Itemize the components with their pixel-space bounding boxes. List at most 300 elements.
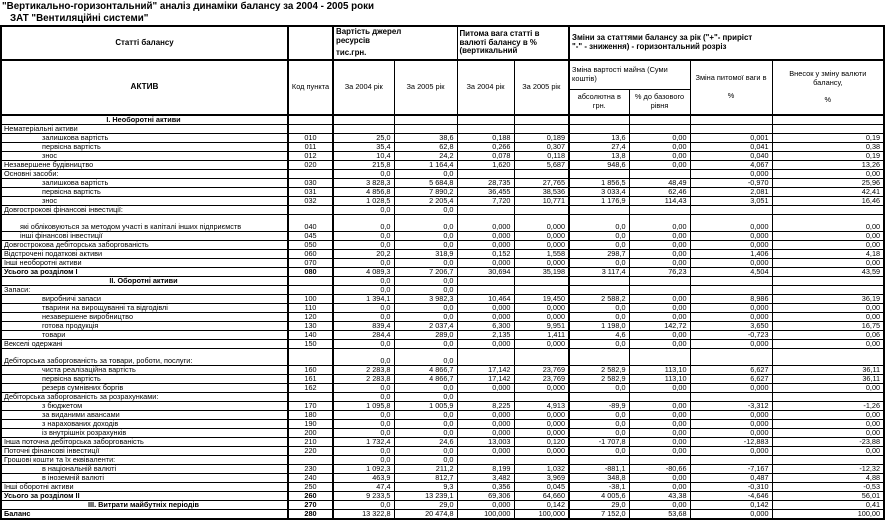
row-label: Дебіторська заборгованість за товари, роботи, послуги: — [1, 349, 288, 366]
row-code: 070 — [288, 259, 333, 268]
cell-value: 29,0 — [569, 501, 629, 510]
cell-value — [569, 115, 629, 125]
row-label: Грошові кошти та їх еквіваленти: — [1, 456, 288, 465]
cell-value: 1 095,8 — [333, 402, 394, 411]
cell-value: -7,167 — [690, 465, 772, 474]
cell-value — [569, 277, 629, 286]
cell-value: 62,46 — [629, 188, 690, 197]
cell-value: 0,00 — [629, 384, 690, 393]
cell-value: 5,687 — [514, 161, 569, 170]
cell-value: 284,4 — [333, 331, 394, 340]
cell-value: -0,723 — [690, 331, 772, 340]
cell-value: 0,19 — [772, 134, 884, 143]
group-cost-title: Вартість джерел ресурсів — [336, 27, 402, 45]
cell-value: 62,8 — [394, 143, 457, 152]
cell-value: 8,199 — [457, 465, 514, 474]
cell-value — [514, 349, 569, 366]
title-line-1: "Вертикально-горизонтальний" аналіз динаміки балансу за 2004 - 2005 роки — [2, 1, 375, 12]
row-code: 280 — [288, 510, 333, 520]
cell-value: 0,000 — [457, 384, 514, 393]
cell-value: -89,9 — [569, 402, 629, 411]
row-label: Інша поточна дебіторська заборгованість — [1, 438, 288, 447]
group-changes-line2: "-" - зниження) - горизонтальний розріз — [572, 42, 727, 51]
row-label: незавершене виробництво — [1, 313, 288, 322]
cell-value: 17,142 — [457, 366, 514, 375]
cell-value: 0,0 — [394, 456, 457, 465]
cell-value: 0,0 — [394, 170, 457, 179]
cell-value: 3 117,4 — [569, 268, 629, 277]
table-row — [1, 215, 884, 232]
cell-value: 0,000 — [514, 429, 569, 438]
cell-value: 0,00 — [772, 170, 884, 179]
row-code: 040 — [288, 215, 333, 232]
row-label: первісна вартість — [1, 188, 288, 197]
cell-value: 76,23 — [629, 268, 690, 277]
cell-value: 0,00 — [772, 215, 884, 232]
cell-value: 6,627 — [690, 366, 772, 375]
cell-value: 0,000 — [457, 420, 514, 429]
cell-value: 0,0 — [394, 304, 457, 313]
row-code: 200 — [288, 429, 333, 438]
cell-value: 0,00 — [772, 304, 884, 313]
cell-value: 17,142 — [457, 375, 514, 384]
balance-table — [0, 25, 885, 520]
cell-value: 0,000 — [457, 259, 514, 268]
cell-value: 0,0 — [333, 420, 394, 429]
contribution-title: Внесок у зміну валюти балансу, — [789, 69, 867, 87]
cell-value: 839,4 — [333, 322, 394, 331]
cell-value: 10,464 — [457, 295, 514, 304]
row-label: резерв сумнівних боргів — [1, 384, 288, 393]
cell-value: 0,00 — [772, 232, 884, 241]
document-title — [0, 0, 883, 24]
cell-value: 0,00 — [772, 259, 884, 268]
cell-value: 0,000 — [514, 340, 569, 349]
col-header-aktiv: АКТИВ — [1, 60, 288, 115]
cell-value: 0,00 — [629, 304, 690, 313]
cell-value — [629, 206, 690, 215]
cell-value: 2,081 — [690, 188, 772, 197]
cell-value: 5 684,8 — [394, 179, 457, 188]
title-line-2: ЗАТ "Вентиляційні системи" — [10, 12, 149, 24]
row-label: знос — [1, 197, 288, 206]
cell-value: 463,9 — [333, 474, 394, 483]
col-header-articles: Статті балансу — [1, 26, 288, 60]
cell-value: 2 283,8 — [333, 375, 394, 384]
row-label: залишкова вартість — [1, 134, 288, 143]
row-code: 230 — [288, 465, 333, 474]
cell-value: 8,986 — [690, 295, 772, 304]
cell-value — [457, 115, 514, 125]
cell-value: 0,0 — [333, 429, 394, 438]
cell-value: 36,19 — [772, 295, 884, 304]
cell-value — [629, 277, 690, 286]
cell-value: 4,88 — [772, 474, 884, 483]
group-changes-line1: Зміни за статтями балансу за рік ("+"- приріст — [572, 33, 753, 43]
row-label: тварини на вирощуванні та відгодівлі — [1, 304, 288, 313]
cell-value: 28,735 — [457, 179, 514, 188]
cell-value: 0,0 — [394, 447, 457, 456]
cell-value: 0,0 — [333, 340, 394, 349]
cell-value: 0,0 — [569, 304, 629, 313]
cell-value: -12,32 — [772, 465, 884, 474]
table-row — [1, 340, 884, 349]
cell-value: 0,041 — [690, 143, 772, 152]
cell-value — [514, 277, 569, 286]
cell-value: 27,4 — [569, 143, 629, 152]
cell-value: 48,49 — [629, 179, 690, 188]
cell-value: 0,000 — [457, 340, 514, 349]
cell-value — [690, 206, 772, 215]
row-code: 150 — [288, 340, 333, 349]
cell-value: 113,10 — [629, 366, 690, 375]
row-code: 080 — [288, 268, 333, 277]
cell-value: 0,00 — [629, 402, 690, 411]
cell-value: 211,2 — [394, 465, 457, 474]
cell-value: -3,312 — [690, 402, 772, 411]
row-label: виробничі запаси — [1, 295, 288, 304]
cell-value: 0,0 — [569, 340, 629, 349]
cell-value: 100,00 — [772, 510, 884, 520]
cell-value: 35,4 — [333, 143, 394, 152]
cell-value: 0,00 — [629, 241, 690, 250]
cell-value: 4,18 — [772, 250, 884, 259]
cell-value: -1 707,8 — [569, 438, 629, 447]
cell-value — [690, 277, 772, 286]
row-code: 190 — [288, 420, 333, 429]
cell-value: 13 322,8 — [333, 510, 394, 520]
cell-value: 4,504 — [690, 268, 772, 277]
cell-value: 0,00 — [629, 483, 690, 492]
cell-value: 0,000 — [690, 304, 772, 313]
cell-value: 2 205,4 — [394, 197, 457, 206]
cell-value: 4 089,3 — [333, 268, 394, 277]
row-code: 060 — [288, 250, 333, 259]
cell-value: 0,142 — [514, 501, 569, 510]
cell-value: 7 152,0 — [569, 510, 629, 520]
cell-value: 0,000 — [457, 447, 514, 456]
cell-value: 0,0 — [569, 384, 629, 393]
cell-value: 114,43 — [629, 197, 690, 206]
cell-value: 0,00 — [629, 447, 690, 456]
cell-value: 0,000 — [457, 304, 514, 313]
cell-value: 0,00 — [772, 447, 884, 456]
row-label: II. Оборотні активи — [1, 277, 288, 286]
cell-value: 0,152 — [457, 250, 514, 259]
cell-value: 1 176,9 — [569, 197, 629, 206]
cell-value: 0,00 — [772, 340, 884, 349]
row-code: 011 — [288, 143, 333, 152]
row-label: Довгострокова дебіторська заборгованість — [1, 241, 288, 250]
cell-value: 0,000 — [457, 501, 514, 510]
cell-value: 1 092,3 — [333, 465, 394, 474]
cell-value: 0,001 — [690, 134, 772, 143]
cell-value: 948,6 — [569, 161, 629, 170]
cell-value: -0,53 — [772, 483, 884, 492]
cell-value: 0,00 — [629, 232, 690, 241]
cell-value: 0,0 — [333, 304, 394, 313]
cell-value: 0,000 — [690, 510, 772, 520]
cell-value: 1 198,0 — [569, 322, 629, 331]
cell-value: 0,000 — [690, 215, 772, 232]
cell-value: 0,00 — [772, 384, 884, 393]
table-row — [1, 510, 884, 520]
row-code: 220 — [288, 447, 333, 456]
header-row-columns — [1, 60, 884, 90]
cell-value — [457, 206, 514, 215]
cell-value: 0,00 — [629, 340, 690, 349]
col-header-absolute: абсолютна в грн. — [569, 90, 629, 116]
cell-value: 1,411 — [514, 331, 569, 340]
cell-value: 3,482 — [457, 474, 514, 483]
cell-value: 47,4 — [333, 483, 394, 492]
cell-value: 38,536 — [514, 188, 569, 197]
cell-value: 1 028,5 — [333, 197, 394, 206]
cell-value: 1 732,4 — [333, 438, 394, 447]
cell-value: 0,00 — [772, 420, 884, 429]
row-code: 020 — [288, 161, 333, 170]
cell-value: 0,0 — [333, 501, 394, 510]
cell-value: 0,142 — [690, 501, 772, 510]
cell-value — [514, 115, 569, 125]
cell-value: 6,627 — [690, 375, 772, 384]
row-code: 130 — [288, 322, 333, 331]
row-code — [288, 206, 333, 215]
cell-value: 0,00 — [629, 474, 690, 483]
cell-value: 1,406 — [690, 250, 772, 259]
cell-value: 23,769 — [514, 366, 569, 375]
cell-value: 0,0 — [394, 349, 457, 366]
cell-value: 318,9 — [394, 250, 457, 259]
cell-value: 0,0 — [394, 259, 457, 268]
cell-value: 0,118 — [514, 152, 569, 161]
cell-value: 38,6 — [394, 134, 457, 143]
cell-value: 0,06 — [772, 331, 884, 340]
cell-value — [333, 115, 394, 125]
row-code: 180 — [288, 411, 333, 420]
cell-value: 9,3 — [394, 483, 457, 492]
cell-value: 4 866,7 — [394, 375, 457, 384]
row-label: Векселі одержані — [1, 340, 288, 349]
cell-value: 8,225 — [457, 402, 514, 411]
cell-value: 16,75 — [772, 322, 884, 331]
cell-value: 0,000 — [457, 313, 514, 322]
cell-value: 0,00 — [629, 152, 690, 161]
cell-value: 0,0 — [569, 241, 629, 250]
col-header-cost-2005: За 2005 рік — [394, 60, 457, 115]
cell-value: 0,00 — [629, 161, 690, 170]
row-code: 170 — [288, 402, 333, 411]
cell-value: 0,000 — [514, 241, 569, 250]
row-code: 030 — [288, 179, 333, 188]
row-label: готова продукція — [1, 322, 288, 331]
cell-value: 1,032 — [514, 465, 569, 474]
row-label: Баланс — [1, 510, 288, 520]
cell-value: 4,6 — [569, 331, 629, 340]
cell-value: 0,000 — [690, 411, 772, 420]
row-label: Дебіторська заборгованість за розрахунками: — [1, 393, 288, 402]
cell-value: 0,0 — [569, 429, 629, 438]
cell-value: 6,300 — [457, 322, 514, 331]
cell-value: 0,0 — [333, 447, 394, 456]
balance-rows — [1, 115, 884, 519]
cell-value: 0,0 — [569, 215, 629, 232]
row-label: товари — [1, 331, 288, 340]
cell-value: 215,8 — [333, 161, 394, 170]
cell-value: 36,455 — [457, 188, 514, 197]
col-header-cost-2004: За 2004 рік — [333, 60, 394, 115]
cell-value: 0,000 — [690, 340, 772, 349]
cell-value: 4,913 — [514, 402, 569, 411]
cell-value: -0,970 — [690, 179, 772, 188]
cell-value: 113,10 — [629, 375, 690, 384]
cell-value — [629, 115, 690, 125]
row-label: з нарахованих доходів — [1, 420, 288, 429]
cell-value: 53,68 — [629, 510, 690, 520]
row-code: 050 — [288, 241, 333, 250]
cell-value: 0,0 — [394, 277, 457, 286]
cell-value: 0,00 — [629, 501, 690, 510]
cell-value: 3,969 — [514, 474, 569, 483]
row-label: чиста реалізаційна вартість — [1, 366, 288, 375]
cell-value: 0,41 — [772, 501, 884, 510]
cell-value: 0,000 — [690, 420, 772, 429]
cell-value: 0,040 — [690, 152, 772, 161]
row-label: Усього за розділом II — [1, 492, 288, 501]
cell-value: 0,000 — [514, 215, 569, 232]
row-label: Інші необоротні активи — [1, 259, 288, 268]
cell-value: 0,307 — [514, 143, 569, 152]
cell-value — [457, 349, 514, 366]
cell-value: 16,46 — [772, 197, 884, 206]
cell-value: 0,000 — [457, 241, 514, 250]
cell-value: 0,0 — [569, 420, 629, 429]
cell-value — [394, 115, 457, 125]
cell-value: 13 239,1 — [394, 492, 457, 501]
row-label: в іноземній валюті — [1, 474, 288, 483]
cell-value: 0,120 — [514, 438, 569, 447]
cell-value: 43,59 — [772, 268, 884, 277]
cell-value: 3 828,3 — [333, 179, 394, 188]
cell-value: 0,0 — [333, 384, 394, 393]
cell-value — [514, 206, 569, 215]
row-code: 045 — [288, 232, 333, 241]
cell-value: 29,0 — [394, 501, 457, 510]
cell-value: 0,00 — [629, 411, 690, 420]
row-label: Основні засоби: — [1, 170, 288, 179]
cell-value: 9 233,5 — [333, 492, 394, 501]
cell-value — [772, 349, 884, 366]
cell-value: 0,0 — [394, 384, 457, 393]
cell-value: -80,66 — [629, 465, 690, 474]
cell-value: 0,189 — [514, 134, 569, 143]
row-code — [288, 349, 333, 366]
cell-value — [690, 115, 772, 125]
cell-value: 0,00 — [629, 429, 690, 438]
cell-value: 1,558 — [514, 250, 569, 259]
row-label: Нематеріальні активи — [1, 125, 288, 134]
row-label: Поточні фінансові інвестиції — [1, 447, 288, 456]
cell-value: -23,88 — [772, 438, 884, 447]
cell-value: 0,0 — [333, 241, 394, 250]
col-header-share-2005: За 2005 рік — [514, 60, 569, 115]
cell-value: 0,0 — [394, 429, 457, 438]
cell-value: 0,00 — [629, 313, 690, 322]
cell-value: 2,135 — [457, 331, 514, 340]
cell-value: 4,067 — [690, 161, 772, 170]
row-code: 161 — [288, 375, 333, 384]
cell-value: 298,7 — [569, 250, 629, 259]
cell-value: 0,0 — [333, 215, 394, 232]
row-code: 120 — [288, 313, 333, 322]
cell-value: 0,000 — [514, 411, 569, 420]
cell-value: 0,0 — [394, 286, 457, 295]
row-label: I. Необоротні активи — [1, 115, 288, 125]
cell-value: 0,0 — [333, 286, 394, 295]
cell-value: 0,0 — [333, 277, 394, 286]
cell-value — [772, 115, 884, 125]
cell-value: 142,72 — [629, 322, 690, 331]
cell-value: 0,000 — [457, 215, 514, 232]
table-row — [1, 206, 884, 215]
cell-value: 0,045 — [514, 483, 569, 492]
col-header-code: Код пункта — [288, 60, 333, 115]
row-code: 031 — [288, 188, 333, 197]
cell-value: 0,00 — [772, 313, 884, 322]
contribution-unit: % — [824, 95, 832, 105]
cell-value — [772, 206, 884, 215]
row-label: в національній валюті — [1, 465, 288, 474]
share-change-title: Зміна питомої ваги в — [695, 73, 767, 83]
cell-value: 0,000 — [690, 241, 772, 250]
cell-value: 69,306 — [457, 492, 514, 501]
cell-value: 0,0 — [569, 232, 629, 241]
cell-value: 0,00 — [629, 134, 690, 143]
cell-value: 19,450 — [514, 295, 569, 304]
row-code: 260 — [288, 492, 333, 501]
cell-value: 0,266 — [457, 143, 514, 152]
cell-value: 0,0 — [333, 206, 394, 215]
cell-value: 0,00 — [629, 259, 690, 268]
cell-value — [772, 277, 884, 286]
col-header-contribution — [772, 60, 884, 115]
cell-value: 0,0 — [333, 232, 394, 241]
row-code: 100 — [288, 295, 333, 304]
cell-value: 1 394,1 — [333, 295, 394, 304]
row-label: Запаси: — [1, 286, 288, 295]
cell-value: 0,0 — [333, 349, 394, 366]
col-header-share-2004: За 2004 рік — [457, 60, 514, 115]
cell-value: 0,0 — [394, 420, 457, 429]
cell-value: 100,000 — [514, 510, 569, 520]
cell-value: 3 982,3 — [394, 295, 457, 304]
col-header-base-percent: % до базового рівня — [629, 90, 690, 116]
cell-value: 1,620 — [457, 161, 514, 170]
cell-value: 0,0 — [569, 447, 629, 456]
cell-value: 0,00 — [629, 250, 690, 259]
row-code: 110 — [288, 304, 333, 313]
cell-value: 64,660 — [514, 492, 569, 501]
cell-value: 0,0 — [333, 411, 394, 420]
row-label: які обліковуються за методом участі в капіталі інших підприємств — [1, 215, 288, 232]
cell-value: 0,00 — [629, 295, 690, 304]
cell-value: 0,0 — [394, 215, 457, 232]
table-row — [1, 115, 884, 125]
share-change-unit: % — [727, 91, 735, 100]
cell-value: 3,650 — [690, 322, 772, 331]
cell-value: 3 033,4 — [569, 188, 629, 197]
cell-value: 1 856,5 — [569, 179, 629, 188]
